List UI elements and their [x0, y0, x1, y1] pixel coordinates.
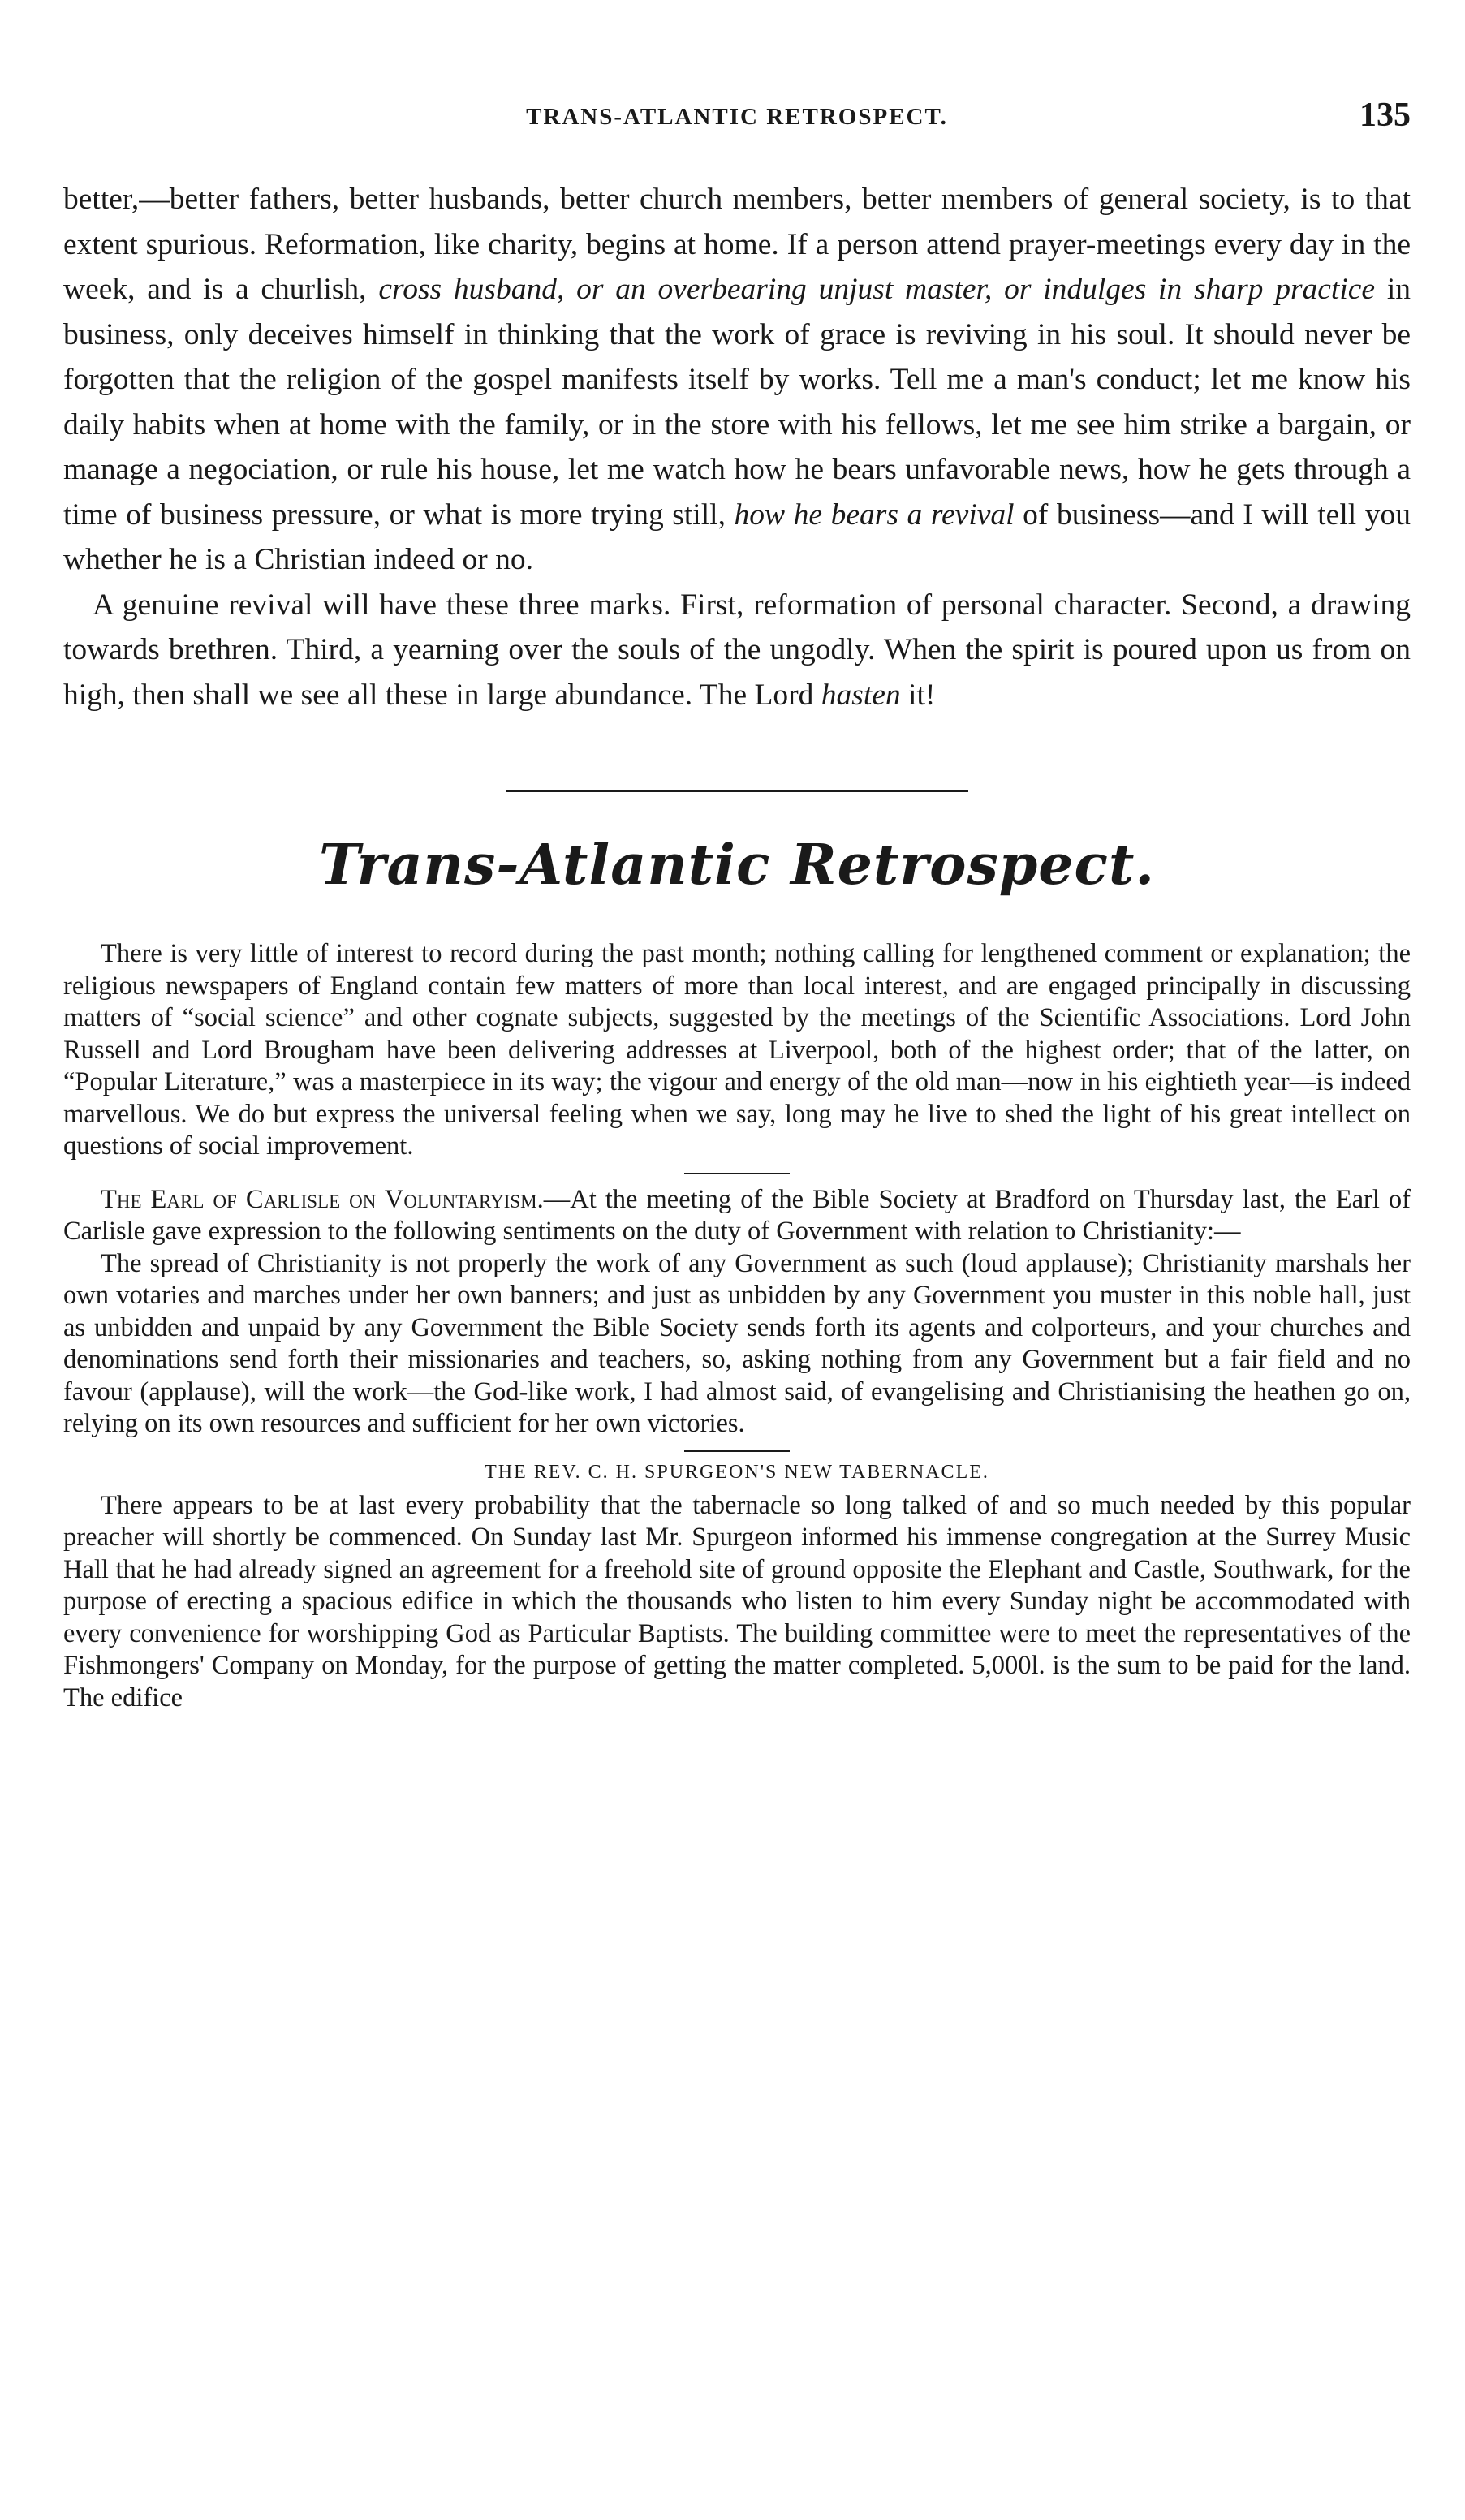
paragraph: There is very little of interest to record during the past month; nothing calling for lengthened comment or explanation; the religious newspapers of England contain few matters of more than local interest, and are engaged principally in discussing matters of “social science” and other cognate subjects, suggested by the meetings of the Scientific Associations. Lord John Russell and Lord Brougham have been delivering addresses at Liverpool, both of the highest order; that of the latter, on “Popular Literature,” was a masterpiece in its way; the vigour and energy of the old man—now in his eightieth year—is indeed marvellous. We do but express the universal feeling when we say, long may he live to shed the light of his great intellect on questions of social improvement. — [63, 939, 1411, 1161]
quoted-paragraph: The spread of Christianity is not properly the work of any Government as such (loud applause); Christianity marshals her own votaries and marches under her own banners; and just as unbidden by any Government you muster in this noble hall, just as unbidden and unpaid by any Government the Bible Society sends forth its agents and colporteurs, and your churches and denominations send forth their missionaries and teachers, so, asking nothing from any Government but a fair field and no favour (applause), will the work—the God-like work, I had almost said, of evangelising and Christianising the heathen go on, relying on its own resources and sufficient for her own victories. — [63, 1248, 1411, 1438]
text-run: in business, only deceives himself in thinking that the work of grace is reviving in his soul. It should never be forgotten that the religion of the gospel manifests itself by works. Tell me a man's conduct; let me know his daily habits when at home with the family, or in the store with his fellows, let me see him strike a bargain, or manage a negociation, or rule his house, let me watch how he bears unfavorable news, how he gets through a time of business pressure, or what is more trying still, — [63, 273, 1411, 532]
text-run: of business—and I will tell you whether he is a Christian indeed or no. — [63, 498, 1411, 576]
retrospect-article — [63, 938, 1411, 1714]
italic-text-run: hasten — [821, 678, 901, 712]
text-run: better,—better fathers, better husbands, better church members, better members of general society, is to that extent spurious. Reformation, like charity, begins at home. If a person attend prayer-meetings every day in the week, and is a churlish, — [63, 183, 1411, 306]
running-title: TRANS-ATLANTIC RETROSPECT. — [526, 104, 948, 130]
italic-text-run: how he bears a revival — [734, 498, 1015, 532]
item-divider — [684, 1173, 790, 1174]
running-head — [63, 96, 1411, 144]
page-number: 135 — [1359, 97, 1411, 134]
text-run: it! — [900, 678, 936, 712]
paragraph — [63, 583, 1411, 718]
section-divider — [506, 790, 968, 792]
paragraph — [63, 177, 1411, 583]
text-run: A genuine revival will have these three marks. First, reformation of personal character. Second, a drawing towards brethren. Third, a yearning over the souls of the ungodly. When the spirit is poured upon us from on high, then shall we see all these in large abundance. The Lord — [63, 588, 1411, 712]
paragraph: There appears to be at last every probability that the tabernacle so long talked of and so much needed by this popular preacher will shortly be commenced. On Sunday last Mr. Spurgeon informed his immense congregation at the Surrey Music Hall that he had already signed an agreement for a freehold site of ground opposite the Elephant and Castle, Southwark, for the purpose of erecting a spacious edifice in which the thousands who listen to him every Sunday night be accommodated with every convenience for worshipping God as Particular Baptists. The building committee were to meet the representatives of the Fishmongers' Company on Monday, for the purpose of getting the matter completed. 5,000l. is the sum to be paid for the land. The edifice — [63, 1490, 1411, 1712]
section-heading: Trans-Atlantic Retrospect. — [318, 833, 1156, 898]
italic-text-run: cross husband, or an overbearing unjust master, or indulges in sharp practice — [378, 273, 1376, 306]
run-in-heading: The Earl of Carlisle on Voluntaryism. — [101, 1184, 544, 1214]
subheading: THE REV. C. H. SPURGEON'S NEW TABERNACLE. — [485, 1461, 989, 1483]
paragraph — [63, 1184, 1411, 1248]
document-page — [63, 96, 1411, 1714]
revival-article-continuation — [63, 177, 1411, 717]
text-run: —At the meeting of the Bible Society at Bradford on Thursday last, the Earl of Carlisle gave expression to the following sentiments on the duty of Government with relation to Christianity:— — [63, 1184, 1411, 1246]
item-divider — [684, 1450, 790, 1452]
